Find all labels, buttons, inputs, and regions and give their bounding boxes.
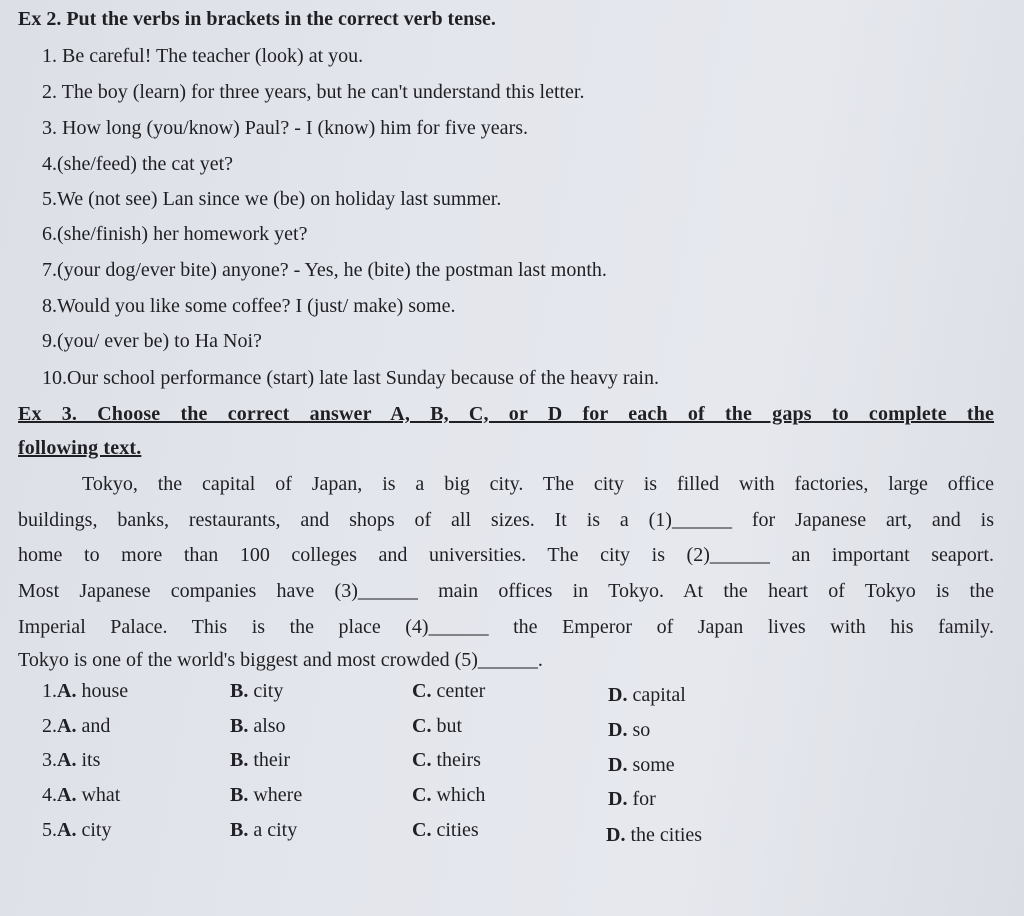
option-a: 2.A. and <box>42 715 111 737</box>
option-b: B. city <box>230 680 284 702</box>
option-c: C. cities <box>412 819 479 841</box>
passage-line: home to more than 100 colleges and universities. The city is (2)______ an important seaport. <box>18 544 994 566</box>
ex2-item: 4.(she/feed) the cat yet? <box>42 153 234 175</box>
ex2-item: 9.(you/ ever be) to Ha Noi? <box>42 330 262 352</box>
option-b: B. also <box>230 715 286 737</box>
passage-line: buildings, banks, restaurants, and shops of all sizes. It is a (1)______ for Japanese art, and is <box>18 509 994 531</box>
option-c: C. center <box>412 680 486 702</box>
option-a: 5.A. city <box>42 819 112 841</box>
ex2-item: 10.Our school performance (start) late last Sunday because of the heavy rain. <box>42 367 659 389</box>
option-c: C. but <box>412 715 463 737</box>
option-c: C. theirs <box>412 749 481 771</box>
option-d: D. for <box>608 788 656 810</box>
passage-line: Imperial Palace. This is the place (4)______ the Emperor of Japan lives with his family. <box>18 616 994 638</box>
option-d: D. so <box>608 719 651 741</box>
ex2-item: 5.We (not see) Lan since we (be) on holiday last summer. <box>42 188 502 210</box>
ex3-title: Ex 3. Choose the correct answer A, B, C, or D for each of the gaps to complete the <box>18 403 994 425</box>
option-a: 4.A. what <box>42 784 121 806</box>
passage-line: Tokyo, the capital of Japan, is a big city. The city is filled with factories, large office <box>82 473 994 495</box>
option-d: D. capital <box>608 684 686 706</box>
ex2-item: 2. The boy (learn) for three years, but he can't understand this letter. <box>42 81 585 103</box>
ex2-item: 8.Would you like some coffee? I (just/ make) some. <box>42 295 456 317</box>
option-b: B. their <box>230 749 290 771</box>
option-b: B. a city <box>230 819 298 841</box>
option-a: 3.A. its <box>42 749 101 771</box>
ex2-item: 3. How long (you/know) Paul? - I (know) him for five years. <box>42 117 529 139</box>
ex2-item: 7.(your dog/ever bite) anyone? - Yes, he (bite) the postman last month. <box>42 259 607 281</box>
option-a: 1.A. house <box>42 680 129 702</box>
ex2-item: 1. Be careful! The teacher (look) at you. <box>42 45 364 67</box>
option-d: D. some <box>608 754 675 776</box>
ex3-title-cont: following text. <box>18 437 142 459</box>
passage-line: Tokyo is one of the world's biggest and most crowded (5)______. <box>18 649 543 671</box>
ex2-item: 6.(she/finish) her homework yet? <box>42 223 308 245</box>
option-c: C. which <box>412 784 486 806</box>
passage-line: Most Japanese companies have (3)______ main offices in Tokyo. At the heart of Tokyo is the <box>18 580 994 602</box>
option-d: D. the cities <box>606 824 703 846</box>
ex2-title: Ex 2. Put the verbs in brackets in the correct verb tense. <box>18 8 496 30</box>
option-b: B. where <box>230 784 303 806</box>
